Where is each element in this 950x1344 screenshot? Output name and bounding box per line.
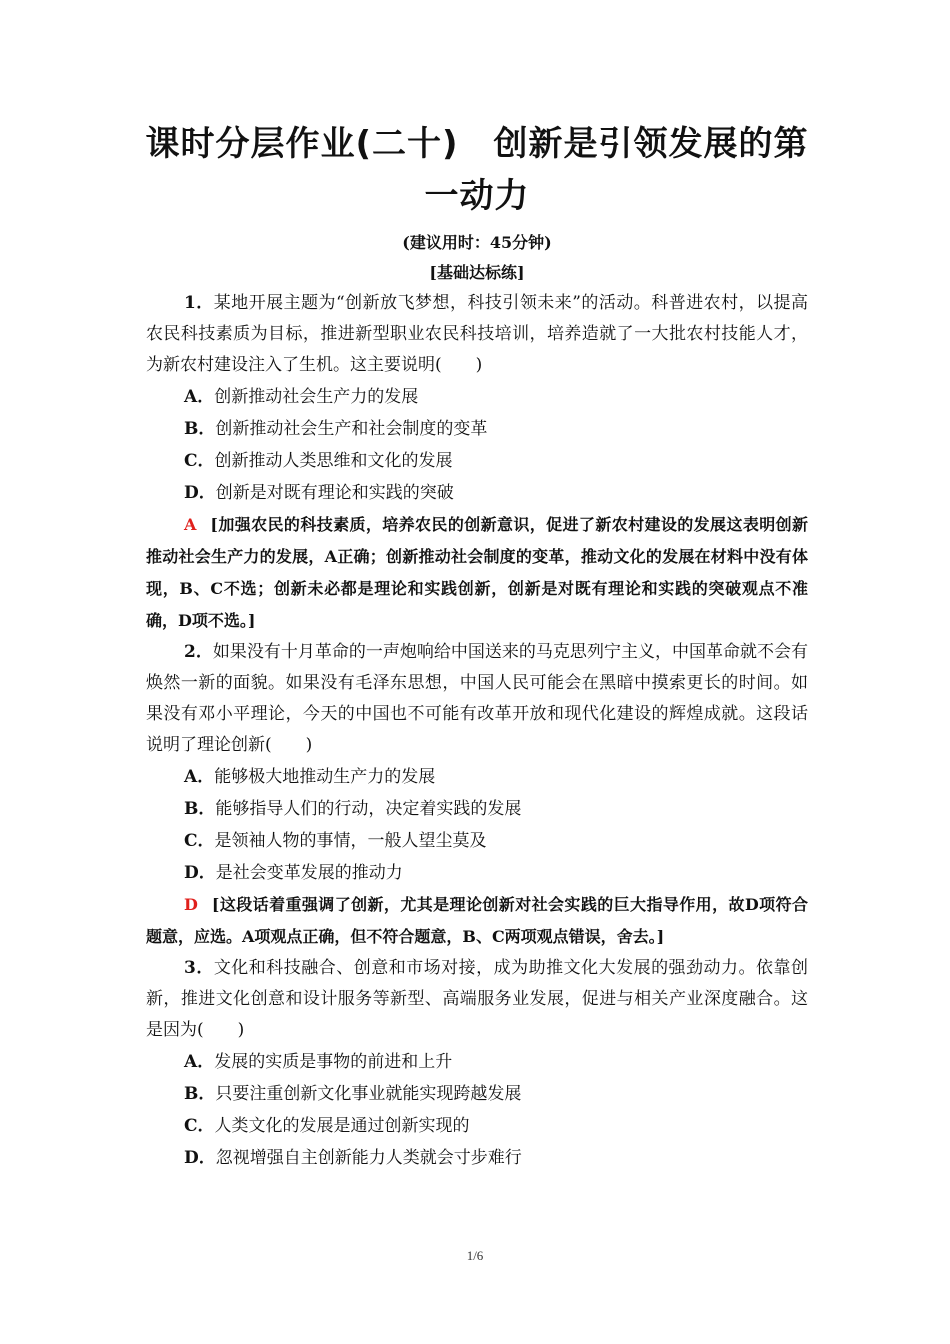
page-number: 1/6 [466, 1248, 484, 1263]
question-number: 1． [184, 293, 214, 313]
option-text: 能够指导人们的行动，决定着实践的发展 [215, 799, 522, 819]
question-text: 文化和科技融合、创意和市场对接，成为助推文化大发展的强劲动力。依靠创新，推进文化创意和设计服务等新型、高端服务业发展，促进与相关产业深度融合。这是因为( ) [146, 958, 808, 1040]
option-letter: A． [184, 387, 215, 407]
option-letter: C． [184, 831, 215, 851]
option-text: 人类文化的发展是通过创新实现的 [214, 1116, 470, 1136]
option-text: 创新推动人类思维和文化的发展 [214, 451, 453, 471]
option-text: 忽视增强自主创新能力人类就会寸步难行 [215, 1148, 522, 1168]
option-d [146, 477, 808, 509]
option-letter: B． [184, 419, 216, 439]
option-letter: B． [184, 799, 216, 819]
option-text: 是领袖人物的事情，一般人望尘莫及 [214, 831, 487, 851]
question-number: 3． [184, 958, 214, 978]
answer-explanation [146, 889, 808, 953]
option-text: 发展的实质是事物的前进和上升 [214, 1052, 453, 1072]
option-text: 创新推动社会生产和社会制度的变革 [215, 419, 488, 439]
option-text: 创新推动社会生产力的发展 [214, 387, 419, 407]
option-letter: C． [184, 1116, 215, 1136]
question-3 [146, 953, 808, 1174]
option-letter: D． [184, 863, 216, 883]
option-b [146, 413, 808, 445]
option-text: 创新是对既有理论和实践的突破 [215, 483, 454, 503]
question-stem [146, 637, 808, 761]
answer-letter: D [184, 895, 198, 914]
option-c [146, 825, 808, 857]
option-text: 只要注重创新文化事业就能实现跨越发展 [215, 1084, 522, 1104]
option-letter: A． [184, 1052, 215, 1072]
question-stem [146, 288, 808, 381]
option-a [146, 761, 808, 793]
suggested-time: (建议用时：45分钟) [402, 233, 552, 252]
question-text: 如果没有十月革命的一声炮响给中国送来的马克思列宁主义，中国革命就不会有焕然一新的面貌。如果没有毛泽东思想，中国人民可能会在黑暗中摸索更长的时间。如果没有邓小平理论，今天的中国也不可能有改革开放和现代化建设的辉煌成就。这段话说明了理论创新( ) [146, 642, 808, 755]
option-a [146, 1046, 808, 1078]
answer-text: [这段话着重强调了创新，尤其是理论创新对社会实践的巨大指导作用，故D项符合题意，应选。A项观点正确，但不符合题意，B、C两项观点错误，舍去。] [146, 895, 808, 946]
page-title: 课时分层作业(二十) 创新是引领发展的第一动力 [145, 124, 809, 216]
answer-text: [加强农民的科技素质，培养农民的创新意识，促进了新农村建设的发展这表明创新推动社会生产力的发展，A正确；创新推动社会制度的变革，推动文化的发展在材料中没有体现，B、C不选；创新未必都是理论和实践创新，创新是对既有理论和实践的突破观点不准确，D项不选。] [146, 515, 808, 630]
option-text: 是社会变革发展的推动力 [215, 863, 403, 883]
question-2 [146, 637, 808, 953]
option-b [146, 793, 808, 825]
answer-letter: A [184, 515, 197, 534]
question-number: 2． [184, 642, 213, 662]
option-a [146, 381, 808, 413]
answer-explanation [146, 509, 808, 637]
option-letter: D． [184, 483, 216, 503]
option-d [146, 857, 808, 889]
question-1 [146, 288, 808, 637]
question-text: 某地开展主题为“创新放飞梦想，科技引领未来”的活动。科普进农村，以提高农民科技素质为目标，推进新型职业农民科技培训，培养造就了一大批农村技能人才，为新农村建设注入了生机。这主要说明( ) [146, 293, 808, 375]
option-letter: B． [184, 1084, 216, 1104]
option-letter: D． [184, 1148, 216, 1168]
document-page [146, 118, 808, 1174]
section-heading: [基础达标练] [429, 263, 525, 282]
option-letter: C． [184, 451, 215, 471]
option-text: 能够极大地推动生产力的发展 [214, 767, 436, 787]
option-b [146, 1078, 808, 1110]
option-c [146, 445, 808, 477]
question-stem [146, 953, 808, 1046]
option-letter: A． [184, 767, 215, 787]
option-c [146, 1110, 808, 1142]
option-d [146, 1142, 808, 1174]
